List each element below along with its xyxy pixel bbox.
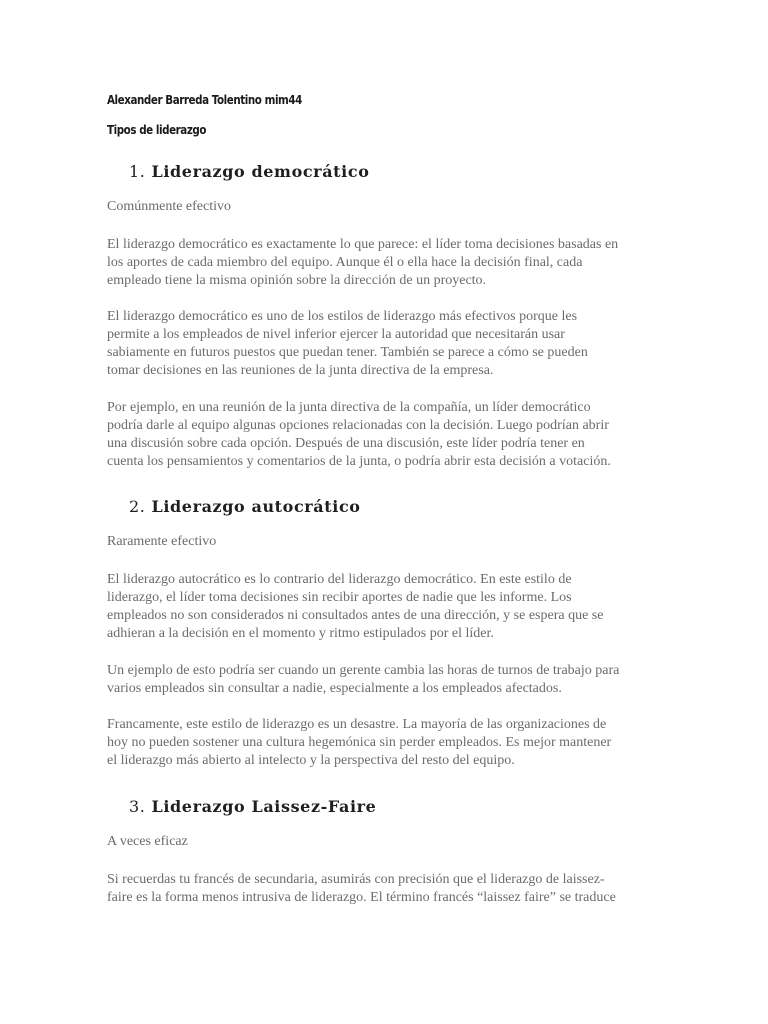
paragraph-1-1 — [107, 236, 667, 290]
text-line: hoy no pueden sostener una cultura hegemónica sin perder empleados. Es mejor mantener — [107, 735, 612, 750]
author-line: Alexander Barreda Tolentino mim44 — [107, 93, 302, 107]
paragraph-3-1 — [107, 871, 667, 907]
text-line: El liderazgo autocrático es lo contrario del liderazgo democrático. En este estilo de — [107, 572, 572, 587]
section-subtitle-1: Comúnmente efectivo — [107, 199, 232, 214]
text-line: una discusión sobre cada opción. Después de una discusión, este líder podría tener en — [107, 436, 585, 451]
paragraph-1-3 — [107, 399, 667, 471]
text-line: permite a los empleados de nivel inferior ejercer la autoridad que necesitarán usar — [107, 327, 565, 342]
text-line: cuenta los pensamientos y comentarios de la junta, o podría abrir esta decisión a votación. — [107, 454, 611, 469]
text-line: tomar decisiones en las reuniones de la junta directiva de la empresa. — [107, 363, 494, 378]
section-heading-1 — [129, 162, 369, 181]
section-heading-3 — [129, 797, 376, 816]
section-number: 3. — [129, 797, 146, 816]
paragraph-2-1 — [107, 571, 667, 643]
text-line: El liderazgo democrático es exactamente lo que parece: el líder toma decisiones basadas en — [107, 237, 619, 252]
section-subtitle-3: A veces eficaz — [107, 834, 188, 849]
text-line: El liderazgo democrático es uno de los estilos de liderazgo más efectivos porque les — [107, 309, 578, 324]
section-number: 2. — [129, 497, 146, 516]
text-line: los aportes de cada miembro del equipo. Aunque él o ella hace la decisión final, cada — [107, 255, 583, 270]
text-line: empleados no son considerados ni consultados antes de una dirección, y se espera que se — [107, 608, 604, 623]
paragraph-2-2 — [107, 662, 667, 698]
section-subtitle-2: Raramente efectivo — [107, 534, 217, 549]
section-title: Liderazgo democrático — [151, 162, 370, 181]
paragraph-2-3 — [107, 716, 667, 770]
section-number: 1. — [129, 162, 146, 181]
text-line: varios empleados sin consultar a nadie, especialmente a los empleados afectados. — [107, 681, 562, 696]
text-line: sabiamente en futuros puestos que puedan tener. También se parece a cómo se pueden — [107, 345, 588, 360]
text-line: empleado tiene la misma opinión sobre la dirección de un proyecto. — [107, 273, 487, 288]
section-title: Liderazgo Laissez-Faire — [151, 797, 377, 816]
text-line: Si recuerdas tu francés de secundaria, asumirás con precisión que el liderazgo de laissez- — [107, 872, 605, 887]
document-title: Tipos de liderazgo — [107, 123, 207, 137]
section-title: Liderazgo autocrático — [151, 497, 361, 516]
text-line: liderazgo, el líder toma decisiones sin recibir aportes de nadie que les informe. Los — [107, 590, 572, 605]
text-line: Francamente, este estilo de liderazgo es un desastre. La mayoría de las organizaciones de — [107, 717, 607, 732]
text-line: faire es la forma menos intrusiva de liderazgo. El término francés “laissez faire” se traduce — [107, 890, 616, 905]
text-line: podría darle al equipo algunas opciones relacionadas con la decisión. Luego podrían abrir — [107, 418, 609, 433]
text-line: adhieran a la decisión en el momento y ritmo estipulados por el líder. — [107, 626, 494, 641]
paragraph-1-2 — [107, 308, 667, 380]
text-line: Por ejemplo, en una reunión de la junta directiva de la compañía, un líder democrático — [107, 400, 591, 415]
text-line: Un ejemplo de esto podría ser cuando un gerente cambia las horas de turnos de trabajo para — [107, 663, 620, 678]
text-line: el liderazgo más abierto al intelecto y la perspectiva del resto del equipo. — [107, 753, 515, 768]
section-heading-2 — [129, 497, 361, 516]
